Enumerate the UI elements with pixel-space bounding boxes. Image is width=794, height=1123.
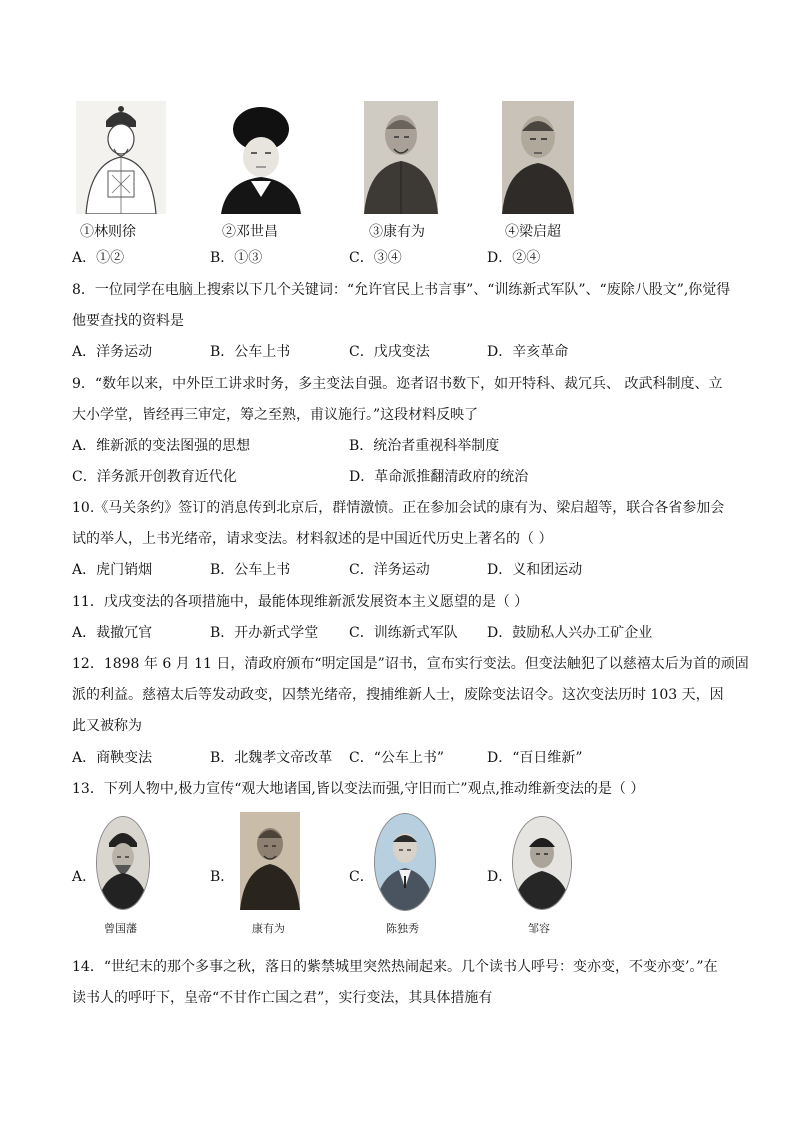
q8-stem-line-1: 8．一位同学在电脑上搜索以下几个关键词：“允许官民上书言事”、“训练新式军队”、“废除八股文”,你觉得 (72, 282, 731, 298)
q8-option-d: D．辛亥革命 (487, 344, 569, 360)
caption-liang-qichao: ④梁启超 (505, 224, 561, 240)
portrait-zou-rong (512, 816, 572, 910)
portrait-zeng-guofan (96, 816, 150, 910)
caption-kang-youwei: ③康有为 (369, 224, 425, 240)
caption-lin-zexu: ①林则徐 (80, 224, 136, 240)
caption-kang-youwei-2: 康有为 (252, 922, 285, 935)
caption-zeng-guofan: 曾国藩 (104, 922, 137, 935)
q7-option-a: A．①② (72, 250, 125, 266)
q11-option-a: A．裁撤冗官 (72, 625, 153, 641)
q12-stem-line-1: 12．1898 年 6 月 11 日，清政府颁布“明定国是”诏书，宣布实行变法。但变法触犯了以慈禧太后为首的顽固 (72, 656, 749, 672)
q8-option-a: A．洋务运动 (72, 344, 153, 360)
q10-stem-line-1: 10.《马关条约》签订的消息传到北京后，群情激愤。正在参加会试的康有为、梁启超等，联合各省参加会 (72, 500, 725, 516)
caption-zou-rong: 邹容 (528, 922, 550, 935)
q12-option-a: A．商鞅变法 (72, 750, 153, 766)
q11-stem-line-1: 11．戊戌变法的各项措施中，最能体现维新派发展资本主义愿望的是（ ） (72, 594, 529, 610)
q11-option-d: D．鼓励私人兴办工矿企业 (487, 625, 653, 641)
q11-option-c: C．训练新式军队 (349, 625, 458, 641)
portrait-kang-youwei-2 (240, 812, 300, 910)
q13-option-b-letter: B． (210, 869, 235, 885)
q14-stem-line-1: 14．“世纪末的那个多事之秋，落日的紫禁城里突然热闹起来。几个读书人呼号：变亦变，不变亦变’。”在 (72, 959, 718, 975)
q10-option-b: B．公车上书 (210, 562, 291, 578)
portrait-liang-qichao (502, 101, 574, 214)
q13-option-d-letter: D． (487, 869, 513, 885)
q7-option-d: D．②④ (487, 250, 541, 266)
q9-option-b: B．统治者重视科举制度 (349, 438, 500, 454)
q12-stem-line-3: 此又被称为 (72, 718, 142, 734)
portrait-deng-shichang (221, 101, 301, 214)
caption-chen-duxiu: 陈独秀 (386, 922, 419, 935)
q7-option-c: C．③④ (349, 250, 402, 266)
q8-option-b: B．公车上书 (210, 344, 291, 360)
q10-stem-line-2: 试的举人，上书光绪帝，请求变法。材料叙述的是中国近代历史上著名的（ ） (72, 531, 553, 547)
q12-stem-line-2: 派的利益。慈禧太后等发动政变，囚禁光绪帝，搜捕维新人士，废除变法诏令。这次变法历时 103 天，因 (72, 687, 724, 703)
q10-option-d: D．义和团运动 (487, 562, 583, 578)
q9-option-d: D．革命派推翻清政府的统治 (349, 469, 529, 485)
q12-option-c: C．“公车上书” (349, 750, 445, 766)
q13-stem-line-1: 13．下列人物中,极力宣传“观大地诸国,皆以变法而强,守旧而亡”观点,推动维新变法的是（ ） (72, 781, 645, 797)
q7-option-b: B．①③ (210, 250, 263, 266)
q9-option-c: C．洋务派开创教育近代化 (72, 469, 237, 485)
q10-option-c: C．洋务运动 (349, 562, 430, 578)
q8-stem-line-2: 他要查找的资料是 (72, 313, 184, 329)
q9-stem-line-1: 9．“数年以来，中外臣工讲求时务，多主变法自强。迩者诏书数下，如开特科、裁冗兵、 改武科制度、立 (72, 376, 723, 392)
q14-stem-line-2: 读书人的呼吁下，皇帝“不甘作亡国之君”，实行变法，其具体措施有 (72, 990, 493, 1006)
portrait-lin-zexu (76, 101, 166, 214)
q8-option-c: C．戊戌变法 (349, 344, 430, 360)
portrait-kang-youwei (364, 101, 438, 214)
caption-deng-shichang: ②邓世昌 (222, 224, 278, 240)
q9-option-a: A．维新派的变法图强的思想 (72, 438, 251, 454)
q13-option-a-letter: A． (72, 869, 97, 885)
q12-option-d: D．“百日维新” (487, 750, 583, 766)
q12-option-b: B．北魏孝文帝改革 (210, 750, 333, 766)
portrait-chen-duxiu (374, 813, 436, 911)
q10-option-a: A．虎门销烟 (72, 562, 153, 578)
q13-option-c-letter: C． (349, 869, 374, 885)
q11-option-b: B．开办新式学堂 (210, 625, 319, 641)
q9-stem-line-2: 大小学堂，皆经再三审定，筹之至熟，甫议施行。”这段材料反映了 (72, 407, 479, 423)
